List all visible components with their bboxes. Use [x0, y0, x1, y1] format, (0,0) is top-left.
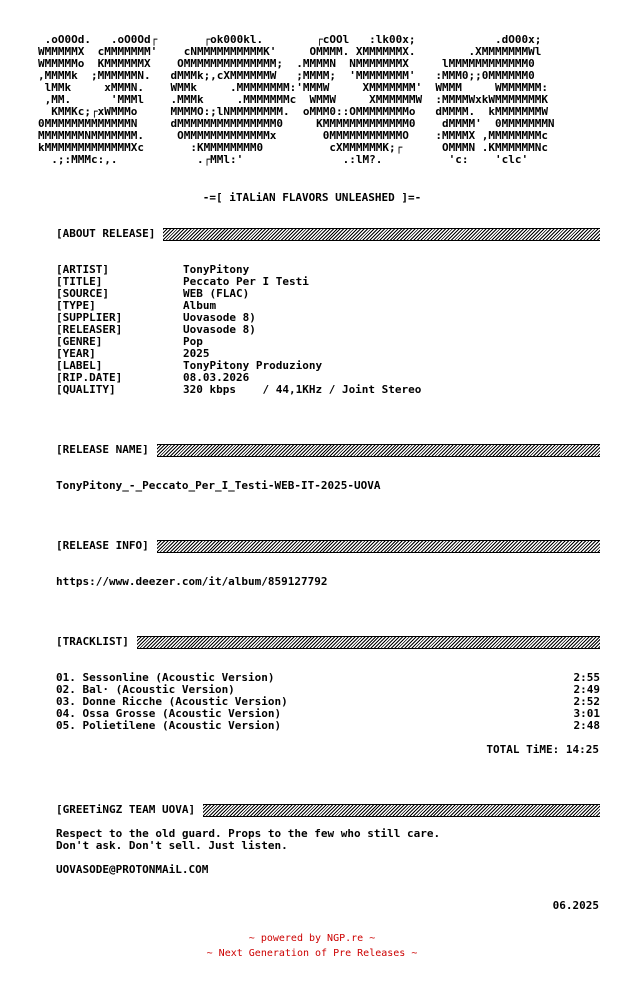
- hatched-rule: [157, 444, 600, 457]
- about-key: [YEAR]: [56, 347, 96, 360]
- release-info-url[interactable]: https://www.deezer.com/it/album/859127792: [56, 575, 328, 588]
- about-value: Uovasode 8): [183, 311, 256, 324]
- track-duration: 2:52: [573, 695, 600, 708]
- about-value: Pop: [183, 335, 203, 348]
- section-title-release-info: [RELEASE INFO]: [56, 539, 149, 552]
- tagline: -=[ iTALiAN FLAVORS UNLEASHED ]=-: [202, 191, 422, 204]
- about-value: TonyPitony Produziony: [183, 359, 323, 372]
- about-release-list: [56, 264, 421, 396]
- track-duration: 2:48: [573, 719, 600, 732]
- track-title: 04. Ossa Grosse (Acoustic Version): [56, 707, 282, 720]
- section-title-release-name: [RELEASE NAME]: [56, 443, 149, 456]
- about-key: [GENRE]: [56, 335, 103, 348]
- greetings-line-2: Don't ask. Don't sell. Just listen.: [56, 839, 288, 852]
- about-value: Album: [183, 299, 217, 312]
- section-header-greetings: [56, 803, 600, 817]
- release-date: 06.2025: [552, 899, 599, 912]
- track-title: 05. Polietilene (Acoustic Version): [56, 719, 282, 732]
- tracklist: [56, 672, 600, 732]
- about-key: [LABEL]: [56, 359, 103, 372]
- about-key: [QUALITY]: [56, 383, 116, 396]
- section-title-greetings: [GREETiNGZ TEAM UOVA]: [56, 803, 196, 816]
- track-row: [56, 720, 600, 732]
- about-value: Uovasode 8): [183, 323, 256, 336]
- contact-email[interactable]: UOVASODE@PROTONMAiL.COM: [56, 863, 209, 876]
- about-row: [56, 288, 421, 300]
- about-key: [SUPPLIER]: [56, 311, 123, 324]
- section-header-tracklist: [56, 635, 600, 649]
- hatched-rule: [203, 804, 600, 817]
- about-value: 320 kbps / 44,1KHz / Joint Stereo: [183, 383, 422, 396]
- section-title-about: [ABOUT RELEASE]: [56, 227, 156, 240]
- about-row: [56, 336, 421, 348]
- section-header-release-info: [56, 539, 600, 553]
- about-row: [56, 324, 421, 336]
- track-duration: 3:01: [573, 707, 600, 720]
- section-header-about: [56, 227, 600, 241]
- hatched-rule: [157, 540, 600, 553]
- track-duration: 2:49: [573, 683, 600, 696]
- about-value: 2025: [183, 347, 210, 360]
- ascii-art-logo: .oO0Od. .oO0Od┌ ┌ok000kl. ┌cOOl :lk00x; .dO00x; WMMMMMX cMMMMMMM' cNMMMMMMMMMMK' OMMMM. XMMMMMMX. .XMMMMMMMWl WMMMMMo KMMMMMMX OMMMMMMMMMMMMMM; .MMMMN NMMMMMMMX lMMMMMMMMMMMM0 ,MMMMk ;MMMMMMN. dMMMk;,cXMMMMMMW ;MMMM; 'MMMMMMMM' :MMM0;;0MMMMMM0 lMMk xMMMN. WMMk .MMMMMMMM:'MMMW XMMMMMMM' WMMM WMMMMMM: ,MM. 'MMMl .MMMk .MMMMMMMc WMMW XMMMMMMW :MMMMWxkWMMMMMMMK KMMKc;┌xWMMMo MMMMO:;lNMMMMMMMM. oMMM0::OMMMMMMMMo dMMMM. kMMMMMMMW 0MMMMMMMMMMMMMN dMMMMMMMMMMMMMMM0 KMMMMMMMMMMMMM0 dMMMM' 0MMMMMMMN MMMMMMMNMMMMMMM. OMMMMMMMMMMMMMx 0MMMMMMMMMMMO :MMMMX ,MMMMMMMMc kMMMMMMMMMMMMMXc :KMMMMMMMM0 cXMMMMMMK;┌ OMMMN .KMMMMMMNc .;:MMMc:,. .┌MMl:' .:lM?. 'c: 'clc': [38, 34, 555, 166]
- about-value: Peccato Per I Testi: [183, 275, 309, 288]
- about-key: [RELEASER]: [56, 323, 123, 336]
- about-value: WEB (FLAC): [183, 287, 250, 300]
- section-header-release-name: [56, 443, 600, 457]
- about-row: [56, 384, 421, 396]
- total-time: TOTAL TiME: 14:25: [486, 743, 599, 756]
- about-key: [RIP.DATE]: [56, 371, 123, 384]
- about-value: 08.03.2026: [183, 371, 250, 384]
- footer-powered-by: ~ powered by NGP.re ~: [248, 933, 376, 944]
- hatched-rule: [163, 228, 600, 241]
- about-value: TonyPitony: [183, 263, 250, 276]
- section-title-tracklist: [TRACKLIST]: [56, 635, 129, 648]
- footer-tagline: ~ Next Generation of Pre Releases ~: [206, 948, 418, 959]
- track-title: 01. Sessonline (Acoustic Version): [56, 671, 275, 684]
- track-title: 03. Donne Ricche (Acoustic Version): [56, 695, 288, 708]
- track-title: 02. Bal· (Acoustic Version): [56, 683, 235, 696]
- greetings-line-1: Respect to the old guard. Props to the few who still care.: [56, 827, 441, 840]
- about-key: [TYPE]: [56, 299, 96, 312]
- about-key: [TITLE]: [56, 275, 103, 288]
- about-key: [SOURCE]: [56, 287, 109, 300]
- release-name-value: TonyPitony_-_Peccato_Per_I_Testi-WEB-IT-2025-UOVA: [56, 479, 381, 492]
- about-key: [ARTIST]: [56, 263, 109, 276]
- track-duration: 2:55: [573, 671, 600, 684]
- hatched-rule: [137, 636, 600, 649]
